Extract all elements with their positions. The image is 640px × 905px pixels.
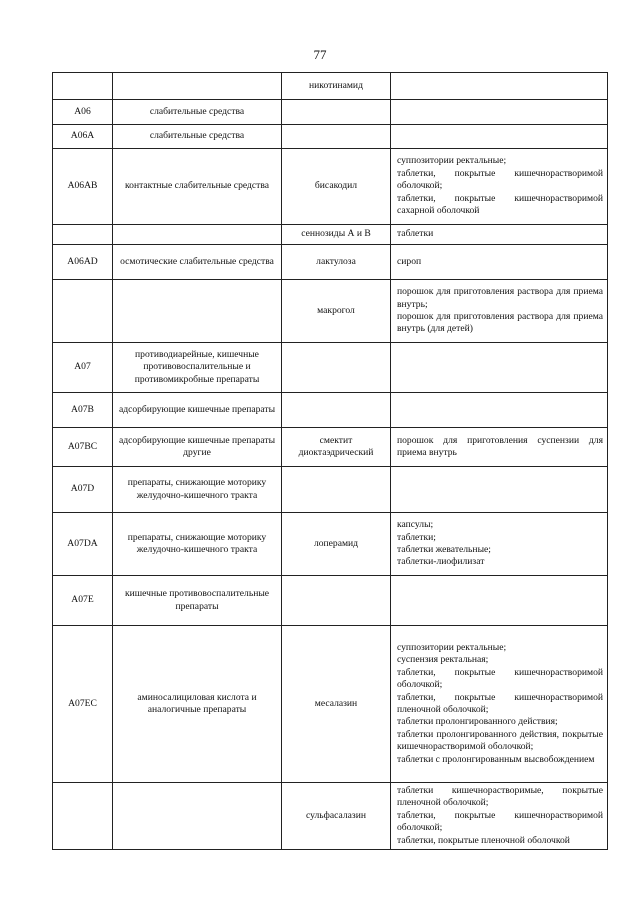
atc-code-cell: A07EC	[53, 626, 113, 783]
atc-code-cell: A06A	[53, 125, 113, 149]
atc-group-cell: аминосалициловая кислота и аналогичные препараты	[113, 626, 282, 783]
drug-name-cell	[282, 343, 391, 393]
table-row	[53, 513, 608, 576]
dosage-form-line: таблетки, покрытые кишечнорастворимой оболочкой;	[397, 167, 603, 192]
dosage-form-line: капсулы;	[397, 519, 434, 531]
table-row	[53, 428, 608, 467]
dosage-form-line: таблетки;	[397, 531, 436, 543]
dosage-forms-cell	[391, 280, 608, 343]
atc-group-cell: препараты, снижающие моторику желудочно-кишечного тракта	[113, 513, 282, 576]
dosage-form-line: порошок для приготовления раствора для приема внутрь;	[397, 286, 603, 310]
atc-code-cell	[53, 783, 113, 850]
atc-group-cell: противодиарейные, кишечные противовоспалительные и противомикробные препараты	[113, 343, 282, 393]
atc-group-cell: слабительные средства	[113, 100, 282, 125]
dosage-form-line: таблетки	[397, 228, 434, 240]
dosage-forms-cell	[391, 125, 608, 149]
table-row	[53, 125, 608, 149]
atc-group-cell: адсорбирующие кишечные препараты	[113, 393, 282, 428]
dosage-forms-cell	[391, 576, 608, 626]
drug-name-cell	[282, 100, 391, 125]
dosage-form-line: суспензия ректальная;	[397, 654, 489, 666]
table-row	[53, 393, 608, 428]
dosage-form-line: суппозитории ректальные;	[397, 641, 507, 653]
drug-table	[52, 72, 608, 850]
atc-code-cell: A07BC	[53, 428, 113, 467]
table-row	[53, 280, 608, 343]
atc-group-cell: препараты, снижающие моторику желудочно-кишечного тракта	[113, 467, 282, 513]
dosage-forms-cell	[391, 245, 608, 280]
dosage-forms-cell	[391, 428, 608, 467]
dosage-form-line: таблетки, покрытые кишечнорастворимой пленочной оболочкой;	[397, 691, 603, 715]
dosage-form-line: таблетки-лиофилизат	[397, 556, 485, 568]
atc-group-cell	[113, 73, 282, 100]
table-row	[53, 100, 608, 125]
dosage-forms-cell	[391, 100, 608, 125]
page-number: 77	[313, 47, 327, 62]
atc-code-cell: A07B	[53, 393, 113, 428]
table-row	[53, 245, 608, 280]
drug-name-cell	[282, 467, 391, 513]
dosage-form-line: таблетки с пролонгированным высвобождением	[397, 753, 595, 765]
atc-group-cell: адсорбирующие кишечные препараты другие	[113, 428, 282, 467]
drug-name-cell: макрогол	[282, 280, 391, 343]
drug-name-cell: лактулоза	[282, 245, 391, 280]
table-row	[53, 73, 608, 100]
dosage-form-line: таблетки кишечнорастворимые, покрытые пленочной оболочкой;	[397, 785, 603, 809]
dosage-forms-cell	[391, 393, 608, 428]
dosage-forms-cell	[391, 73, 608, 100]
dosage-form-line: таблетки жевательные;	[397, 544, 491, 555]
dosage-forms-cell	[391, 149, 608, 225]
table-row	[53, 783, 608, 850]
dosage-form-line: суппозитории ректальные;	[397, 155, 507, 167]
atc-code-cell	[53, 225, 113, 245]
drug-name-cell: никотинамид	[282, 73, 391, 100]
atc-group-cell	[113, 280, 282, 343]
dosage-form-line: таблетки пролонгированного действия;	[397, 716, 558, 728]
table-row	[53, 225, 608, 245]
atc-group-cell	[113, 783, 282, 850]
dosage-forms-cell	[391, 783, 608, 850]
atc-code-cell: A06AB	[53, 149, 113, 225]
atc-group-cell: осмотические слабительные средства	[113, 245, 282, 280]
table-row	[53, 467, 608, 513]
atc-code-cell: A07DA	[53, 513, 113, 576]
dosage-form-line: порошок для приготовления суспензии для приема внутрь	[397, 434, 603, 458]
atc-code-cell: A06	[53, 100, 113, 125]
dosage-form-line: таблетки, покрытые пленочной оболочкой	[397, 834, 570, 846]
atc-code-cell	[53, 280, 113, 343]
atc-code-cell: A07D	[53, 467, 113, 513]
dosage-forms-cell	[391, 626, 608, 783]
drug-name-cell	[282, 125, 391, 149]
dosage-form-line: таблетки, покрытые кишечнорастворимой оболочкой;	[397, 666, 603, 691]
table-row	[53, 576, 608, 626]
dosage-form-line: таблетки пролонгированного действия, покрытые кишечнорастворимой оболочкой;	[397, 728, 603, 753]
drug-name-cell: сульфасалазин	[282, 783, 391, 850]
atc-group-cell: контактные слабительные средства	[113, 149, 282, 225]
table-row	[53, 149, 608, 225]
atc-code-cell	[53, 73, 113, 100]
dosage-forms-cell	[391, 513, 608, 576]
dosage-forms-cell	[391, 225, 608, 245]
drug-name-cell: месалазин	[282, 626, 391, 783]
dosage-form-line: порошок для приготовления раствора для приема внутрь (для детей)	[397, 311, 603, 335]
dosage-forms-cell	[391, 343, 608, 393]
drug-name-cell: сеннозиды А и В	[282, 225, 391, 245]
dosage-forms-cell	[391, 467, 608, 513]
drug-name-cell: бисакодил	[282, 149, 391, 225]
atc-group-cell: кишечные противовоспалительные препараты	[113, 576, 282, 626]
dosage-form-line: сироп	[397, 255, 422, 267]
table-row	[53, 343, 608, 393]
dosage-form-line: таблетки, покрытые кишечнорастворимой сахарной оболочкой	[397, 192, 603, 217]
atc-group-cell: слабительные средства	[113, 125, 282, 149]
drug-name-cell	[282, 576, 391, 626]
drug-name-cell: смектит диоктаэдрический	[282, 428, 391, 467]
dosage-form-line: таблетки, покрытые кишечнорастворимой оболочкой;	[397, 809, 603, 834]
atc-code-cell: A07	[53, 343, 113, 393]
table-row	[53, 626, 608, 783]
drug-name-cell	[282, 393, 391, 428]
atc-code-cell: A07E	[53, 576, 113, 626]
atc-group-cell	[113, 225, 282, 245]
drug-name-cell: лоперамид	[282, 513, 391, 576]
atc-code-cell: A06AD	[53, 245, 113, 280]
